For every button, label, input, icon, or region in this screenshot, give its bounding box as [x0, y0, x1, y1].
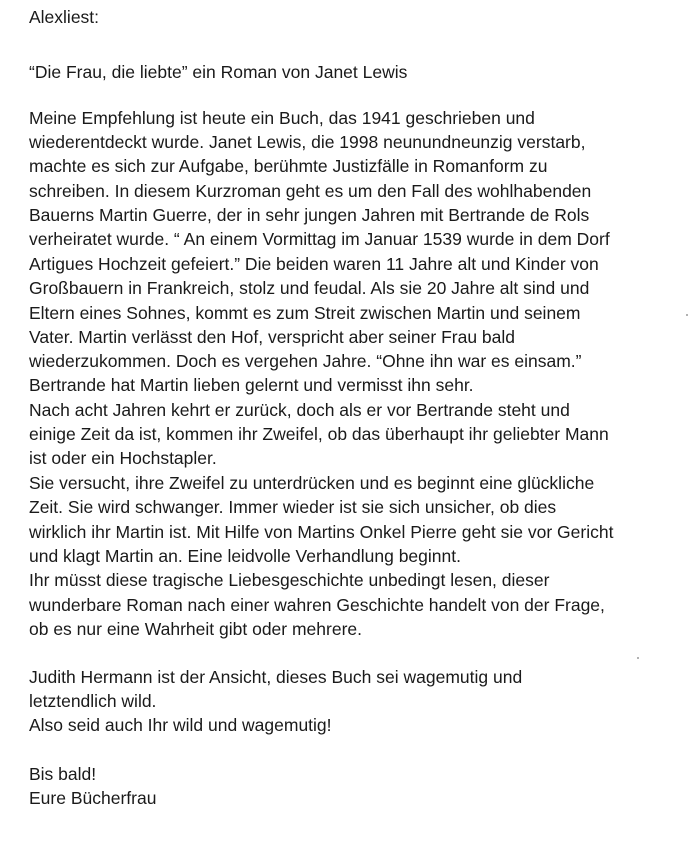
body-line: Sie versucht, ihre Zweifel zu unterdrücken und es beginnt eine glückliche	[29, 473, 595, 493]
body-line: wirklich ihr Martin ist. Mit Hilfe von Martins Onkel Pierre geht sie vor Gericht	[29, 522, 614, 542]
closing-line: Judith Hermann ist der Ansicht, dieses Buch sei wagemutig und	[29, 667, 523, 687]
body-line: Vater. Martin verlässt den Hof, verspricht aber seiner Frau bald	[29, 327, 516, 347]
body-line: Meine Empfehlung ist heute ein Buch, das 1941 geschrieben und	[29, 108, 535, 128]
scan-speck	[637, 657, 639, 659]
body-line: und klagt Martin an. Eine leidvolle Verhandlung beginnt.	[29, 546, 461, 566]
closing-line: Also seid auch Ihr wild und wagemutig!	[29, 715, 332, 735]
scan-speck	[686, 314, 688, 316]
body-line: ob es nur eine Wahrheit gibt oder mehrere.	[29, 619, 363, 639]
book-title-line: “Die Frau, die liebte” ein Roman von Janet Lewis	[29, 62, 408, 82]
body-line: Zeit. Sie wird schwanger. Immer wieder ist sie sich unsicher, ob dies	[29, 497, 557, 517]
body-line: verheiratet wurde. “ An einem Vormittag im Januar 1539 wurde in dem Dorf	[29, 229, 610, 249]
body-line: schreiben. In diesem Kurzroman geht es um den Fall des wohlhabenden	[29, 181, 592, 201]
body-line: Eltern eines Sohnes, kommt es zum Streit zwischen Martin und seinem	[29, 303, 581, 323]
author-line: Alexliest:	[29, 7, 100, 27]
body-line: Ihr müsst diese tragische Liebesgeschichte unbedingt lesen, dieser	[29, 570, 550, 590]
body-line: Artigues Hochzeit gefeiert.” Die beiden waren 11 Jahre alt und Kinder von	[29, 254, 599, 274]
closing-line: letztendlich wild.	[29, 691, 157, 711]
body-line: ist oder ein Hochstapler.	[29, 448, 217, 468]
signoff-greeting: Bis bald!	[29, 764, 97, 784]
body-line: Großbauern in Frankreich, stolz und feudal. Als sie 20 Jahre alt sind und	[29, 278, 590, 298]
body-line: wunderbare Roman nach einer wahren Geschichte handelt von der Frage,	[29, 595, 605, 615]
signoff-signature: Eure Bücherfrau	[29, 788, 157, 808]
body-line: wiederentdeckt wurde. Janet Lewis, die 1998 neunundneunzig verstarb,	[29, 132, 586, 152]
body-line: Bauerns Martin Guerre, der in sehr jungen Jahren mit Bertrande de Rols	[29, 205, 590, 225]
body-line: Bertrande hat Martin lieben gelernt und vermisst ihn sehr.	[29, 375, 474, 395]
body-line: einige Zeit da ist, kommen ihr Zweifel, ob das überhaupt ihr geliebter Mann	[29, 424, 609, 444]
body-line: machte es sich zur Aufgabe, berühmte Justizfälle in Romanform zu	[29, 156, 548, 176]
body-line: Nach acht Jahren kehrt er zurück, doch als er vor Bertrande steht und	[29, 400, 570, 420]
body-line: wiederzukommen. Doch es vergehen Jahre. “Ohne ihn war es einsam.”	[29, 351, 582, 371]
